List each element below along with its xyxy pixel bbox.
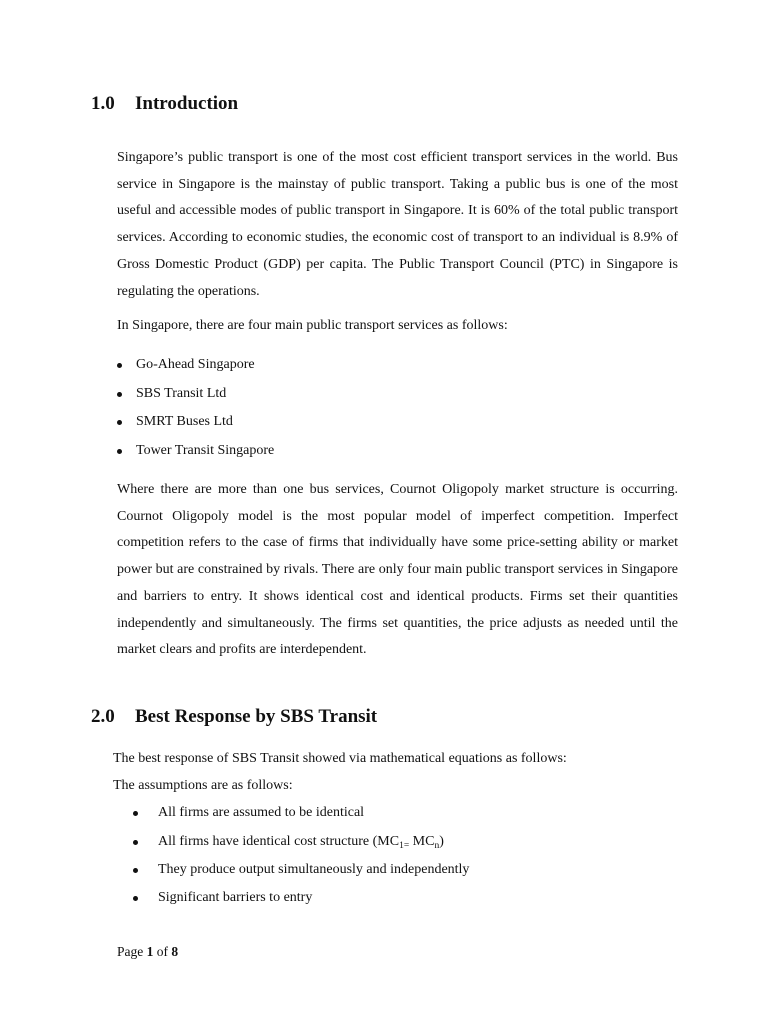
list-item-text: They produce output simultaneously and independently [158,862,470,877]
list-item-text: All firms have identical cost structure ($MC_{1=}$ $MC_n$) [158,834,444,851]
section-1-number: 1.0 [91,93,115,114]
list-item [133,890,312,906]
list-item [117,357,255,373]
list-item [117,414,233,430]
list-item-text: SMRT Buses Ltd [136,414,233,429]
of-label: of [153,944,172,959]
list-item [133,805,364,821]
bullet-icon [133,868,138,873]
section-2-heading [91,706,377,728]
current-page-number: 1 [146,944,154,959]
services-intro-text: In Singapore, there are four main public transport services as follows: [117,318,508,333]
section-2-title: Best Response by SBS Transit [135,706,378,727]
section-1-heading [91,93,238,115]
list-item [133,834,444,851]
bullet-icon [117,449,122,454]
assumptions-text: The assumptions are as follows: [113,778,293,793]
list-item [117,386,226,402]
total-pages-number: 8 [171,944,179,959]
list-item-text: SBS Transit Ltd [136,386,227,401]
list-item [117,443,274,459]
cournot-paragraph: Where there are more than one bus services, Cournot Oligopoly market structure is occurring. Cournot Oligopoly model is the most popular model of imperfect competition. Imperfect competition refers to the case of firms that individually have some price-setting ability or market power but are constrained by rivals. There are only four main public transport services in Singapore and barriers to entry. It shows identical cost and identical products. Firms set their quantities independently and simultaneously. The firms set quantities, the price adjusts as needed until the market clears and profits are interdependent. [117,482,678,658]
list-item-text: All firms are assumed to be identical [158,805,365,820]
page-label: Page [117,944,147,959]
bullet-icon [117,392,122,397]
best-response-text: The best response of SBS Transit showed via mathematical equations as follows: [113,751,567,766]
bullet-icon [133,811,138,816]
bullet-icon [133,840,138,845]
bullet-icon [133,896,138,901]
bullet-icon [117,363,122,368]
list-item-text: Tower Transit Singapore [136,443,275,458]
list-item [133,862,469,878]
list-item-text: Go-Ahead Singapore [136,357,255,372]
intro-paragraph: Singapore’s public transport is one of the most cost efficient transport services in the world. Bus service in Singapore is the mainstay of public transport. Taking a public bus is one of the most useful and accessible modes of public transport in Singapore. It is 60% of the total public transport services. According to economic studies, the economic cost of transport to an individual is 8.9% of Gross Domestic Product (GDP) per capita. The Public Transport Council (PTC) in Singapore is regulating the operations. [117,150,678,299]
list-item-text: Significant barriers to entry [158,890,313,905]
section-1-title: Introduction [135,93,239,114]
page-footer [117,944,178,960]
section-2-number: 2.0 [91,706,115,727]
bullet-icon [117,420,122,425]
